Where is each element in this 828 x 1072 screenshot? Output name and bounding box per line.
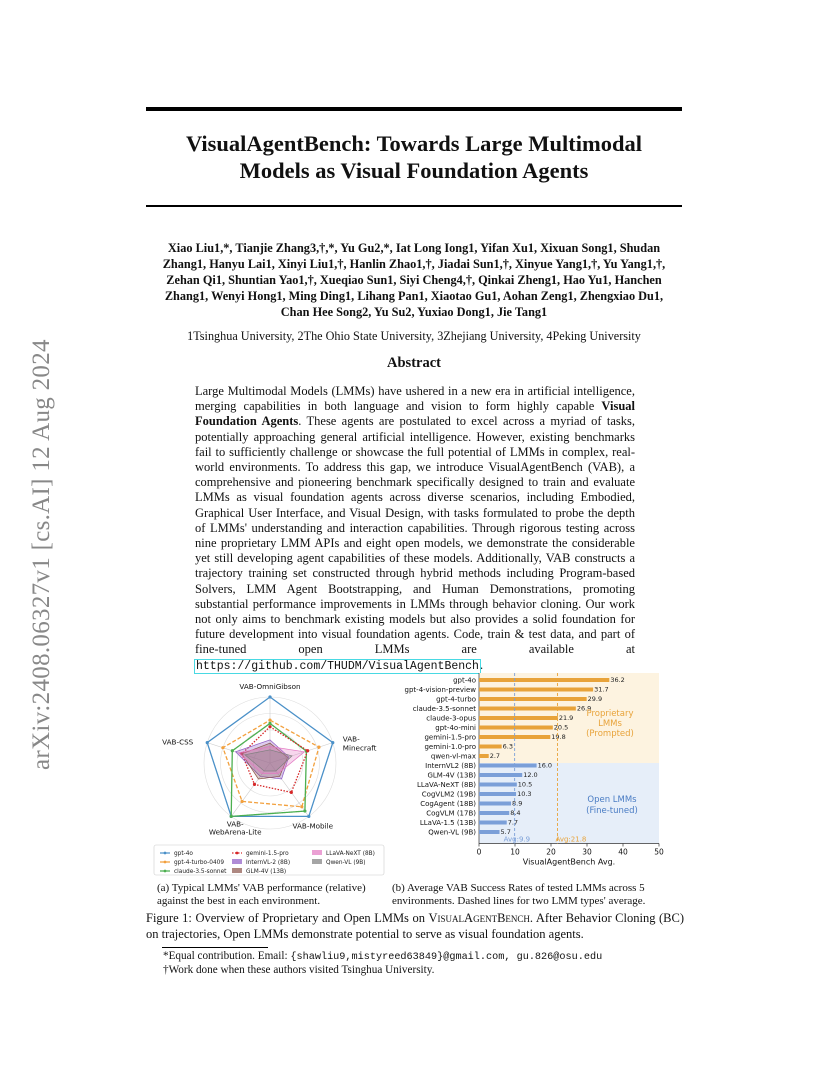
- group-label-open: [586, 795, 638, 816]
- legend-swatch: [312, 859, 322, 864]
- category-label: claude-3.5-sonnet: [412, 705, 476, 713]
- legend-label: GLM-4V (13B): [246, 869, 287, 876]
- category-label: gpt-4o-mini: [435, 724, 476, 732]
- abstract-end: .: [479, 657, 484, 672]
- bar: [479, 811, 509, 815]
- bar-value-label: 10.5: [517, 780, 533, 789]
- bar-value-label: 19.8: [551, 733, 566, 741]
- radar-point: [206, 741, 209, 744]
- bar: [479, 745, 502, 749]
- bar: [479, 678, 609, 682]
- category-label: LLaVA-NeXT (8B): [416, 781, 476, 789]
- author-line: Zhang1, Hanyu Lai1, Xinyi Liu1,†, Hanlin Zhao1,†, Jiadai Sun1,†, Xinyue Yang1,†, Yu Yang1,†,: [162, 257, 666, 271]
- radar-axis-label: [209, 819, 262, 836]
- bar-chart: [388, 670, 680, 878]
- arxiv-stamp-text: arXiv:2408.06327v1 [cs.AI] 12 Aug 2024: [28, 339, 55, 770]
- author-line: Xiao Liu1,*, Tianjie Zhang3,†,*, Yu Gu2,*, Iat Long Iong1, Yifan Xu1, Xixuan Song1, Shudan: [167, 241, 661, 255]
- bar: [479, 802, 511, 806]
- author-line: Zhang1, Wenyi Hong1, Ming Ding1, Lihang Pan1, Xiaotao Gu1, Aohan Zeng1, Zhengxiao Du1,: [164, 289, 664, 303]
- radar-point: [300, 805, 303, 808]
- radar-axis-label-part: VAB-: [226, 819, 244, 829]
- abstract-text: . These agents are postulated to excel across a myriad of tasks, potentially approaching general artificial intelligence. However, existing benchmarks fail to sufficiently challenge or showcase the full potential of LMMs in complex, real-world environments. To address this gap, we introduce VisualAgentBench (VAB), a comprehensive and pioneering benchmark specifically designed to train and evaluate LMMs as visual foundation agents across diverse scenarios, including Embodied, Graphical User Interface, and Visual Design, with tasks formulated to probe the depth of LMMs' understanding and interaction capabilities. Through rigorous testing across nine proprietary LMM APIs and eight open models, we demonstrate the considerable yet still developing agent capabilities of these models. Additionally, VAB constructs a trajectory training set constructed through hybrid methods including Program-based Solvers, LMM Agent Bootstrapping, and Human Demonstrations, promoting substantial performance improvements in LMMs through behavior cloning. Our work not only aims to benchmark existing models but also provides a solid foundation for future development into visual foundation agents. Code, train & test data, and part of fine-tuned open LMMs are available at: [195, 414, 635, 657]
- abstract-body: [195, 384, 635, 674]
- bar: [479, 726, 553, 730]
- bar-value-label: 21.9: [558, 714, 574, 722]
- bar-value-label: 10.3: [517, 790, 532, 798]
- footnote-1: [163, 950, 602, 964]
- radar-axis-label: [343, 735, 377, 753]
- category-label: InternVL2 (8B): [425, 762, 476, 770]
- bar-value-label: 20.5: [553, 723, 569, 732]
- x-tick-label: 40: [618, 847, 628, 857]
- bar: [479, 821, 507, 825]
- footnote-1-text: *Equal contribution. Email:: [163, 950, 291, 962]
- category-label: LLaVA-1.5 (13B): [419, 819, 476, 827]
- figure-caption-text: . After Behavior Cloning (BC) on trajectories, Open LMMs demonstrate potential to serve as visual foundation agents.: [146, 911, 684, 941]
- bar: [479, 773, 522, 777]
- figure-caption: [146, 911, 684, 942]
- author-line: Chan Hee Song2, Yu Su2, Yuxiao Dong1, Jie Tang1: [280, 305, 548, 319]
- radar-point: [331, 741, 334, 744]
- legend-label: Qwen-VL (9B): [326, 860, 366, 867]
- group-label-line: Proprietary: [586, 709, 634, 719]
- group-label-line: Open LMMs: [587, 795, 637, 805]
- legend-marker: [236, 852, 239, 855]
- radar-axis-label: VAB-Mobile: [292, 821, 334, 831]
- legend-swatch: [312, 850, 322, 855]
- category-label: gpt-4-vision-preview: [404, 686, 476, 694]
- legend-marker: [164, 852, 167, 855]
- category-label: gpt-4-turbo: [436, 695, 476, 704]
- legend-marker: [164, 870, 167, 873]
- radar-point: [231, 749, 234, 752]
- radar-point: [268, 725, 271, 728]
- category-label: GLM-4V (13B): [427, 771, 476, 780]
- radar-point: [268, 695, 271, 698]
- x-tick-label: 50: [654, 847, 664, 857]
- affiliations: 1Tsinghua University, 2The Ohio State University, 3Zhejiang University, 4Peking University: [187, 329, 641, 343]
- bar-value-label: 29.9: [587, 695, 603, 703]
- radar-point: [290, 791, 293, 794]
- radar-point: [303, 809, 306, 812]
- legend-label: InternVL-2 (8B): [246, 860, 291, 867]
- radar-axis-label: VAB-CSS: [162, 737, 194, 747]
- bar-value-label: 16.0: [537, 761, 553, 770]
- x-tick-label: 30: [582, 847, 592, 857]
- radar-axis-label-part: VAB-: [342, 734, 360, 744]
- caption-a: (a) Typical LMMs' VAB performance (relative) against the best in each environment.: [157, 882, 366, 907]
- radar-point: [268, 719, 271, 722]
- radar-point: [230, 815, 233, 818]
- author-line: Zehan Qi1, Shuntian Yao1,†, Xueqiao Sun1, Siyi Cheng4,†, Qinkai Zheng1, Hao Yu1, Hanchen: [166, 273, 662, 287]
- bar-value-label: 8.9: [512, 799, 523, 808]
- bar-value-label: 31.7: [594, 685, 609, 694]
- footnote-2: †Work done when these authors visited Tsinghua University.: [163, 964, 435, 976]
- bar: [479, 697, 587, 701]
- avg-label: Avg:21.8: [555, 835, 587, 844]
- caption-b: (b) Average VAB Success Rates of tested LMMs across 5 environments. Dashed lines for two LMM types' average.: [392, 882, 646, 907]
- abstract-bold: Visual Foundation Agents: [195, 399, 635, 429]
- category-label: Qwen-VL (9B): [428, 828, 476, 837]
- title-line-2: Models as Visual Foundation Agents: [239, 158, 589, 183]
- radar-chart: [150, 665, 392, 878]
- bar: [479, 764, 537, 768]
- figure-caption-text: Figure 1: Overview of Proprietary and Open LMMs on: [146, 911, 429, 925]
- radar-point: [306, 749, 309, 752]
- bar-value-label: 2.7: [489, 752, 501, 760]
- x-tick-label: 0: [476, 847, 482, 857]
- paper-title: [146, 130, 682, 184]
- github-link[interactable]: https://github.com/THUDM/VisualAgentBench: [196, 659, 479, 673]
- legend-marker: [164, 861, 167, 864]
- title-line-1: VisualAgentBench: Towards Large Multimodal: [185, 131, 643, 156]
- bar-value-label: 26.9: [576, 704, 592, 713]
- category-label: CogAgent (18B): [420, 800, 476, 808]
- title-bottom-rule: [146, 205, 682, 207]
- radar-axis-label-part: WebArena-Lite: [208, 827, 262, 837]
- bar: [479, 707, 576, 711]
- x-tick-label: 20: [546, 847, 556, 857]
- group-label-line: LMMs: [598, 719, 622, 729]
- x-tick-label: 10: [510, 847, 520, 857]
- category-label: gemini-1.5-pro: [424, 733, 476, 742]
- category-label: CogVLM2 (19B): [421, 790, 476, 799]
- bar: [479, 830, 500, 834]
- bar-value-label: 12.0: [523, 771, 538, 779]
- radar-point: [240, 800, 243, 803]
- top-rule: [146, 107, 682, 111]
- category-label: CogVLM (17B): [426, 809, 476, 818]
- legend-label: claude-3.5-sonnet: [174, 869, 227, 876]
- avg-label: Avg:9.9: [503, 835, 531, 844]
- radar-axis-label-part: Minecraft: [342, 743, 377, 753]
- bar-value-label: 36.2: [610, 676, 625, 684]
- legend-label: gemini-1.5-pro: [246, 851, 289, 858]
- legend-swatch: [232, 859, 242, 864]
- category-label: gemini-1.0-pro: [424, 743, 476, 751]
- bar: [479, 783, 517, 787]
- author-list: [140, 240, 688, 320]
- legend-label: LLaVA-NeXT (8B): [326, 851, 375, 858]
- legend-swatch: [232, 868, 242, 873]
- radar-point: [317, 745, 320, 748]
- group-label-line: (Fine-tuned): [586, 806, 638, 816]
- bar: [479, 716, 558, 720]
- legend-label: gpt-4o: [174, 851, 193, 858]
- category-label: claude-3-opus: [426, 714, 476, 723]
- footnote-rule: [162, 947, 268, 948]
- radar-point: [253, 783, 256, 786]
- radar-point: [307, 815, 310, 818]
- bar: [479, 688, 593, 692]
- radar-point: [221, 746, 224, 749]
- radar-point: [268, 722, 271, 725]
- abstract-heading: Abstract: [387, 355, 441, 371]
- category-label: gpt-4o: [453, 676, 476, 685]
- bar: [479, 754, 489, 758]
- abstract-text: Large Multimodal Models (LMMs) have ushered in a new era in artificial intelligence, merging capabilities in both language and vision to form highly capable: [195, 384, 635, 414]
- figure-caption-benchmark: VisualAgentBench: [428, 911, 530, 925]
- radar-legend: [154, 845, 384, 875]
- bar-value-label: 5.7: [500, 828, 511, 836]
- radar-axis-label: VAB-OmniGibson: [239, 682, 301, 691]
- bar-value-label: 6.3: [502, 742, 514, 751]
- bar: [479, 792, 516, 796]
- bar-value-label: 7.7: [507, 818, 519, 827]
- x-axis-label: VisualAgentBench Avg.: [522, 857, 616, 867]
- legend-label: gpt-4-turbo-0409: [174, 860, 225, 867]
- footnote-emails: {shawliu9,mistyreed63849}@gmail.com, gu.826@osu.edu: [290, 952, 603, 963]
- bar-value-label: 8.4: [510, 809, 521, 817]
- category-label: qwen-vl-max: [430, 752, 476, 761]
- group-label-line: (Prompted): [586, 729, 634, 739]
